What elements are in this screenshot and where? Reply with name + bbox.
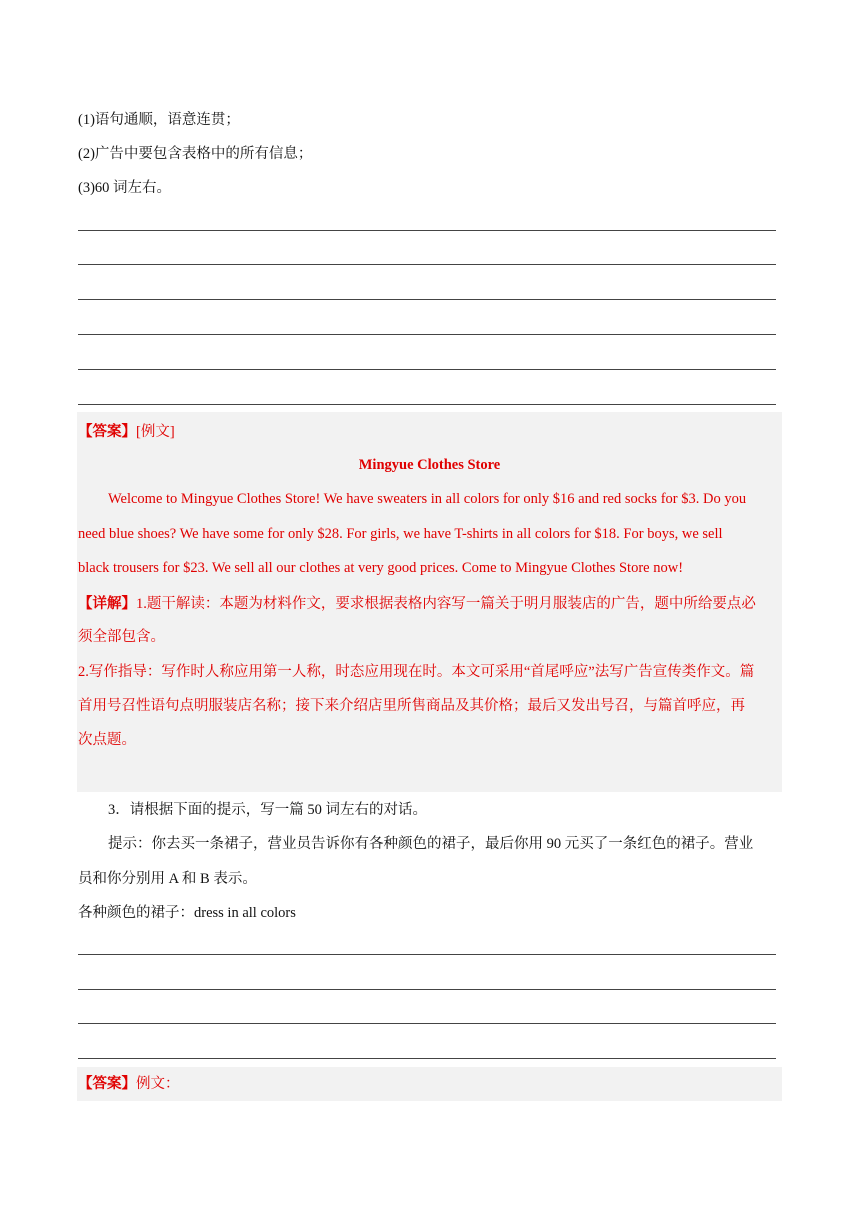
explain-row-1 bbox=[78, 594, 756, 614]
answer-2-label: 【答案】 bbox=[78, 1076, 136, 1092]
answer-blank-line[interactable] bbox=[78, 334, 776, 335]
requirement-1: (1)语句通顺，语意连贯； bbox=[78, 112, 240, 128]
answer-blank-line[interactable] bbox=[78, 1023, 776, 1024]
answer-2-sample-tag: 例文： bbox=[136, 1076, 180, 1092]
explain-line-2: 须全部包含。 bbox=[78, 629, 165, 645]
answer-2-row bbox=[78, 1074, 180, 1094]
answer-blank-line[interactable] bbox=[78, 989, 776, 990]
question-3-hint-2: 员和你分别用 A 和 B 表示。 bbox=[78, 871, 257, 887]
answer-blank-line[interactable] bbox=[78, 299, 776, 300]
essay-line-3: black trousers for $23. We sell all our clothes at very good prices. Come to Mingyue Clothes Store now! bbox=[78, 560, 684, 576]
requirement-2: (2)广告中要包含表格中的所有信息； bbox=[78, 146, 313, 162]
essay-line-2: need blue shoes? We have some for only $28. For girls, we have T-shirts in all colors for $18. For boys, we sell bbox=[78, 526, 723, 542]
answer-blank-line[interactable] bbox=[78, 1058, 776, 1059]
answer-blank-line[interactable] bbox=[78, 264, 776, 265]
answer-box-2 bbox=[77, 1067, 782, 1101]
answer-blank-line[interactable] bbox=[78, 369, 776, 370]
question-3-prompt: 3．请根据下面的提示，写一篇 50 词左右的对话。 bbox=[108, 802, 427, 818]
explain-label: 【详解】 bbox=[78, 596, 136, 612]
question-3-vocab: 各种颜色的裙子：dress in all colors bbox=[78, 905, 296, 921]
requirement-3: (3)60 词左右。 bbox=[78, 180, 172, 196]
answer-blank-line[interactable] bbox=[78, 404, 776, 405]
answer-label-row bbox=[78, 422, 175, 442]
answer-label: 【答案】 bbox=[78, 424, 136, 440]
answer-blank-line[interactable] bbox=[78, 230, 776, 231]
explain-line-4: 首用号召性语句点明服装店名称；接下来介绍店里所售商品及其价格；最后又发出号召，与篇首呼应，再 bbox=[78, 698, 745, 714]
answer-blank-line[interactable] bbox=[78, 954, 776, 955]
essay-line-1: Welcome to Mingyue Clothes Store! We have sweaters in all colors for only $16 and red socks for $3. Do you bbox=[108, 491, 747, 507]
question-3-hint-1: 提示：你去买一条裙子，营业员告诉你有各种颜色的裙子，最后你用 90 元买了一条红色的裙子。营业 bbox=[108, 836, 754, 852]
explain-line-1: 1.题干解读：本题为材料作文，要求根据表格内容写一篇关于明月服装店的广告，题中所给要点必 bbox=[136, 596, 756, 612]
essay-title: Mingyue Clothes Store bbox=[358, 457, 501, 473]
sample-tag: [例文] bbox=[136, 424, 175, 440]
explain-line-5: 次点题。 bbox=[78, 732, 136, 748]
explain-line-3: 2.写作指导：写作时人称应用第一人称，时态应用现在时。本文可采用“首尾呼应”法写广告宣传类作文。篇 bbox=[78, 664, 755, 680]
